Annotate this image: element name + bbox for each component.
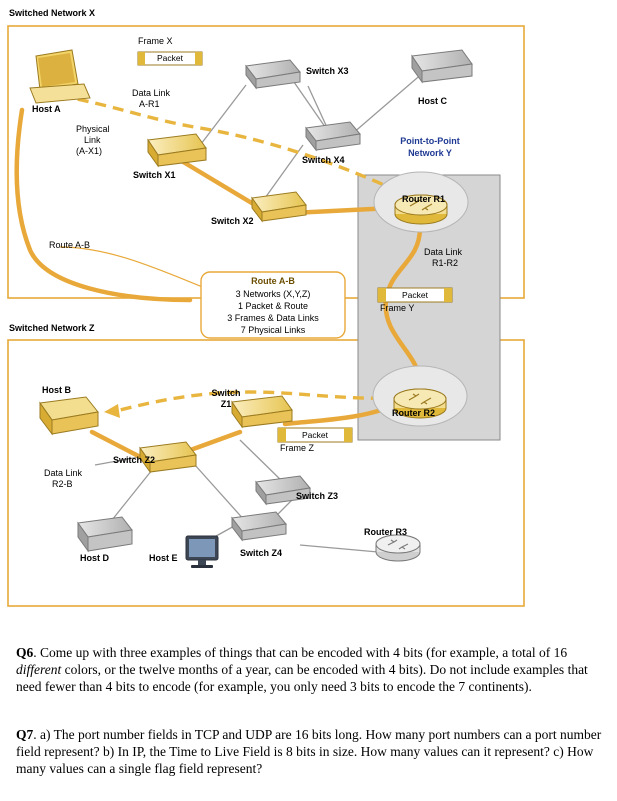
switch-x2-label: Switch X2 bbox=[211, 216, 254, 226]
data-link-r1-r2-line2: R1-R2 bbox=[432, 258, 459, 268]
data-link-r2-b-line1: Data Link bbox=[44, 468, 83, 478]
router-r3-icon bbox=[376, 535, 420, 561]
question-6-italic-word: different bbox=[16, 662, 62, 677]
switch-x1-label: Switch X1 bbox=[133, 170, 176, 180]
network-y-title-line2: Network Y bbox=[408, 148, 452, 158]
legend-title: Route A-B bbox=[251, 276, 295, 286]
frame-z-packet-label: Packet bbox=[302, 430, 328, 440]
question-6 bbox=[16, 644, 604, 695]
host-a-label: Host A bbox=[32, 104, 61, 114]
host-b-label: Host B bbox=[42, 385, 71, 395]
question-6-text-part1: . Come up with three examples of things that can be encoded with 4 bits (for example, a total of 16 bbox=[33, 645, 568, 660]
legend-line-2: 1 Packet & Route bbox=[237, 301, 309, 311]
switch-x4-label: Switch X4 bbox=[302, 155, 345, 165]
switch-z2-label: Switch Z2 bbox=[113, 455, 156, 465]
host-c-label: Host C bbox=[418, 96, 447, 106]
switch-z3-label: Switch Z3 bbox=[296, 491, 339, 501]
network-y-title-line1: Point-to-Point bbox=[400, 136, 460, 146]
switch-x3-label: Switch X3 bbox=[306, 66, 349, 76]
host-d-label: Host D bbox=[80, 553, 109, 563]
route-a-b-callout: Route A-B bbox=[49, 240, 91, 250]
question-7-label: Q7 bbox=[16, 727, 34, 742]
switch-x1-icon bbox=[148, 134, 206, 166]
data-link-a-r1-line2: A-R1 bbox=[139, 99, 160, 109]
host-c-icon bbox=[412, 50, 472, 82]
router-r2-label: Router R2 bbox=[392, 408, 436, 418]
data-link-a-r1-line1: Data Link bbox=[132, 88, 171, 98]
question-6-text-part2: colors, or the twelve months of a year, can be encoded with 4 bits). Do not include examples that need fewer than 4 bits to encode (for example, you only need 3 bits to encode the 7 continents). bbox=[16, 662, 588, 694]
physical-link-line1: Physical bbox=[76, 124, 110, 134]
physical-link-line3: (A-X1) bbox=[76, 146, 103, 156]
frame-x-label: Frame X bbox=[138, 36, 173, 46]
legend-line-1: 3 Networks (X,Y,Z) bbox=[235, 289, 311, 299]
data-link-r2-b-line2: R2-B bbox=[52, 479, 73, 489]
legend-line-4: 7 Physical Links bbox=[240, 325, 306, 335]
frame-x-packet-label: Packet bbox=[157, 53, 183, 63]
host-e-label: Host E bbox=[149, 553, 178, 563]
data-link-r1-r2-line1: Data Link bbox=[424, 247, 463, 257]
network-x-title: Switched Network X bbox=[9, 8, 96, 18]
question-7-text: . a) The port number fields in TCP and UDP are 16 bits long. How many port numbers can a port number field represent? b) In IP, the Time to Live Field is 8 bits in size. How many values can it represent? c) How many values can a single flag field represent? bbox=[16, 727, 602, 776]
switch-z4-label: Switch Z4 bbox=[240, 548, 283, 558]
switch-z1-label-line2: Z1 bbox=[220, 399, 232, 409]
router-r3-label: Router R3 bbox=[364, 527, 408, 537]
network-z-title: Switched Network Z bbox=[9, 323, 95, 333]
question-6-label: Q6 bbox=[16, 645, 34, 660]
frame-z-label: Frame Z bbox=[280, 443, 315, 453]
frame-y-label: Frame Y bbox=[380, 303, 415, 313]
router-r1-label: Router R1 bbox=[402, 194, 446, 204]
question-7 bbox=[16, 726, 604, 777]
frame-y-packet-label: Packet bbox=[402, 290, 428, 300]
physical-link-line2: Link bbox=[84, 135, 101, 145]
switch-z1-label-line1: Switch bbox=[211, 388, 241, 398]
legend-line-3: 3 Frames & Data Links bbox=[227, 313, 319, 323]
